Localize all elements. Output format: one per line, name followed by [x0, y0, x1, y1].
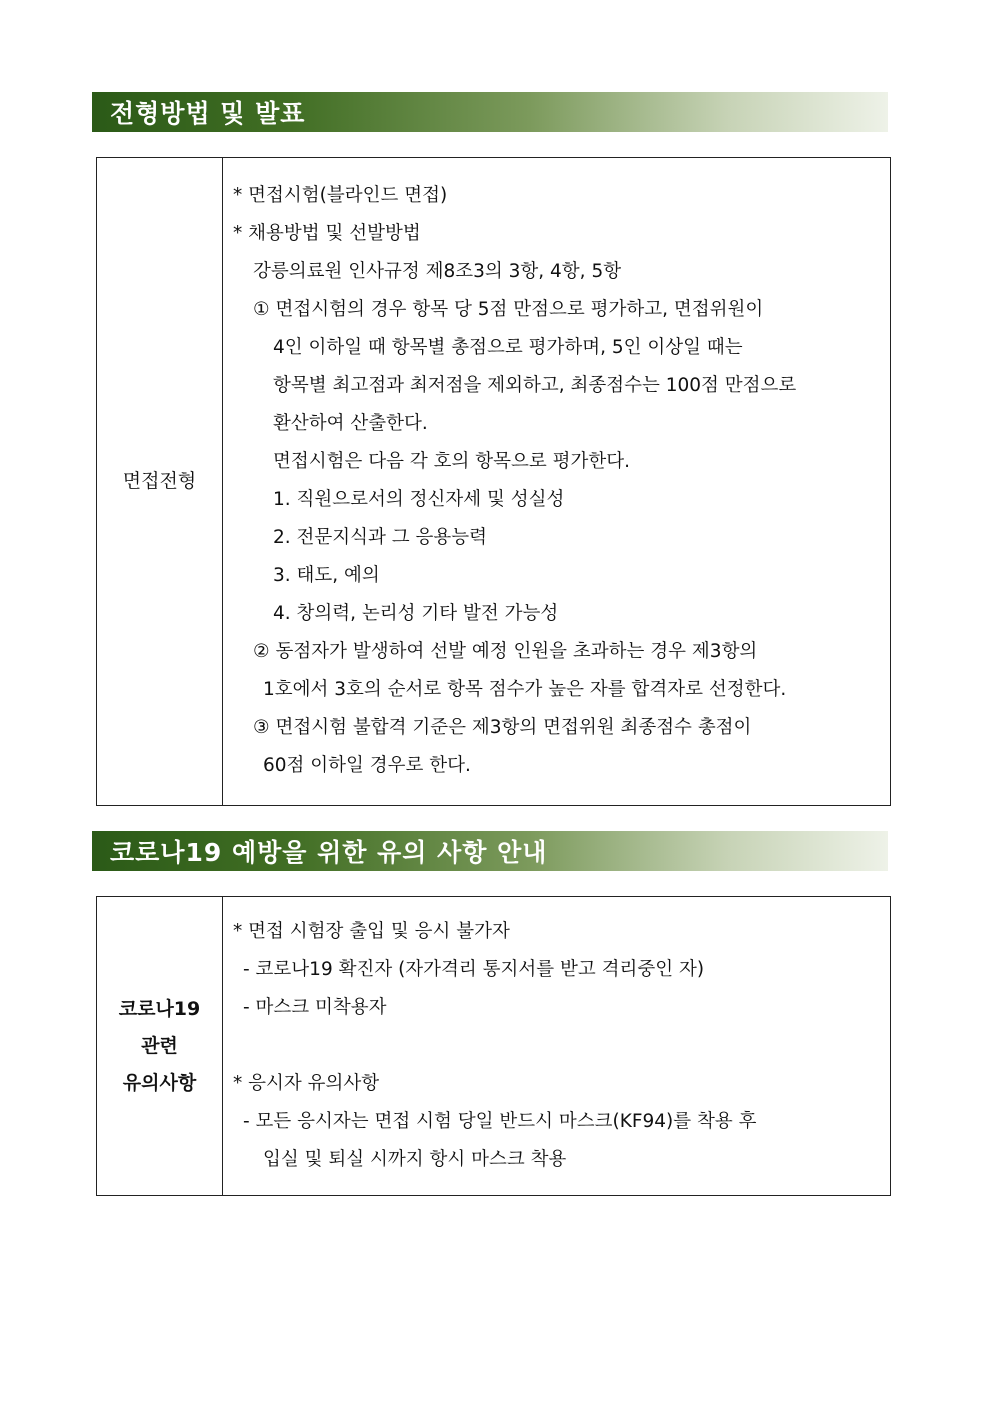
content-line: * 면접 시험장 출입 및 응시 불가자 [233, 921, 510, 942]
content-line: ③ 면접시험 불합격 기준은 제3항의 면접위원 최종점수 총점이 [253, 717, 752, 738]
covid-notice-table [96, 896, 891, 1196]
row-label-text: 코로나19 [118, 997, 201, 1020]
content-line: - 코로나19 확진자 (자가격리 통지서를 받고 격리중인 자) [243, 959, 705, 980]
row-label-interview [97, 158, 223, 805]
section-header-covid-notice [92, 831, 888, 871]
content-line: 60점 이하일 경우로 한다. [263, 755, 471, 776]
content-line: 1호에서 3호의 순서로 항목 점수가 높은 자를 합격자로 선정한다. [263, 679, 787, 700]
content-line: * 면접시험(블라인드 면접) [233, 185, 448, 206]
content-line: 4. 창의력, 논리성 기타 발전 가능성 [273, 603, 559, 624]
selection-method-content [223, 158, 890, 805]
content-line: - 모든 응시자는 면접 시험 당일 반드시 마스크(KF94)를 착용 후 [243, 1111, 757, 1132]
content-line: 3. 태도, 예의 [273, 565, 380, 586]
section-title: 코로나19 예방을 위한 유의 사항 안내 [110, 838, 548, 867]
content-line: 4인 이하일 때 항목별 총점으로 평가하며, 5인 이상일 때는 [273, 337, 743, 358]
content-line: 항목별 최고점과 최저점을 제외하고, 최종점수는 100점 만점으로 [273, 375, 797, 396]
content-line: * 응시자 유의사항 [233, 1073, 380, 1094]
content-line: 면접시험은 다음 각 호의 항목으로 평가한다. [273, 451, 630, 472]
content-line: 1. 직원으로서의 정신자세 및 성실성 [273, 489, 565, 510]
section-title: 전형방법 및 발표 [110, 99, 306, 128]
selection-method-table [96, 157, 891, 806]
row-label-text: 면접전형 [122, 470, 197, 492]
content-line: * 채용방법 및 선발방법 [233, 223, 421, 244]
content-line: - 마스크 미착용자 [243, 997, 387, 1018]
covid-notice-content [223, 897, 890, 1195]
content-line: 강릉의료원 인사규정 제8조3의 3항, 4항, 5항 [253, 261, 622, 282]
content-line: 2. 전문지식과 그 응용능력 [273, 527, 488, 548]
row-label-covid [97, 897, 223, 1195]
content-line: ② 동점자가 발생하여 선발 예정 인원을 초과하는 경우 제3항의 [253, 641, 758, 662]
row-label-text: 유의사항 [122, 1071, 197, 1094]
content-line: 환산하여 산출한다. [273, 413, 428, 434]
row-label-text: 관련 [141, 1034, 178, 1057]
section-header-selection-method [92, 92, 888, 132]
content-line: ① 면접시험의 경우 항목 당 5점 만점으로 평가하고, 면접위원이 [253, 299, 764, 320]
content-line: 입실 및 퇴실 시까지 항시 마스크 착용 [263, 1149, 567, 1170]
